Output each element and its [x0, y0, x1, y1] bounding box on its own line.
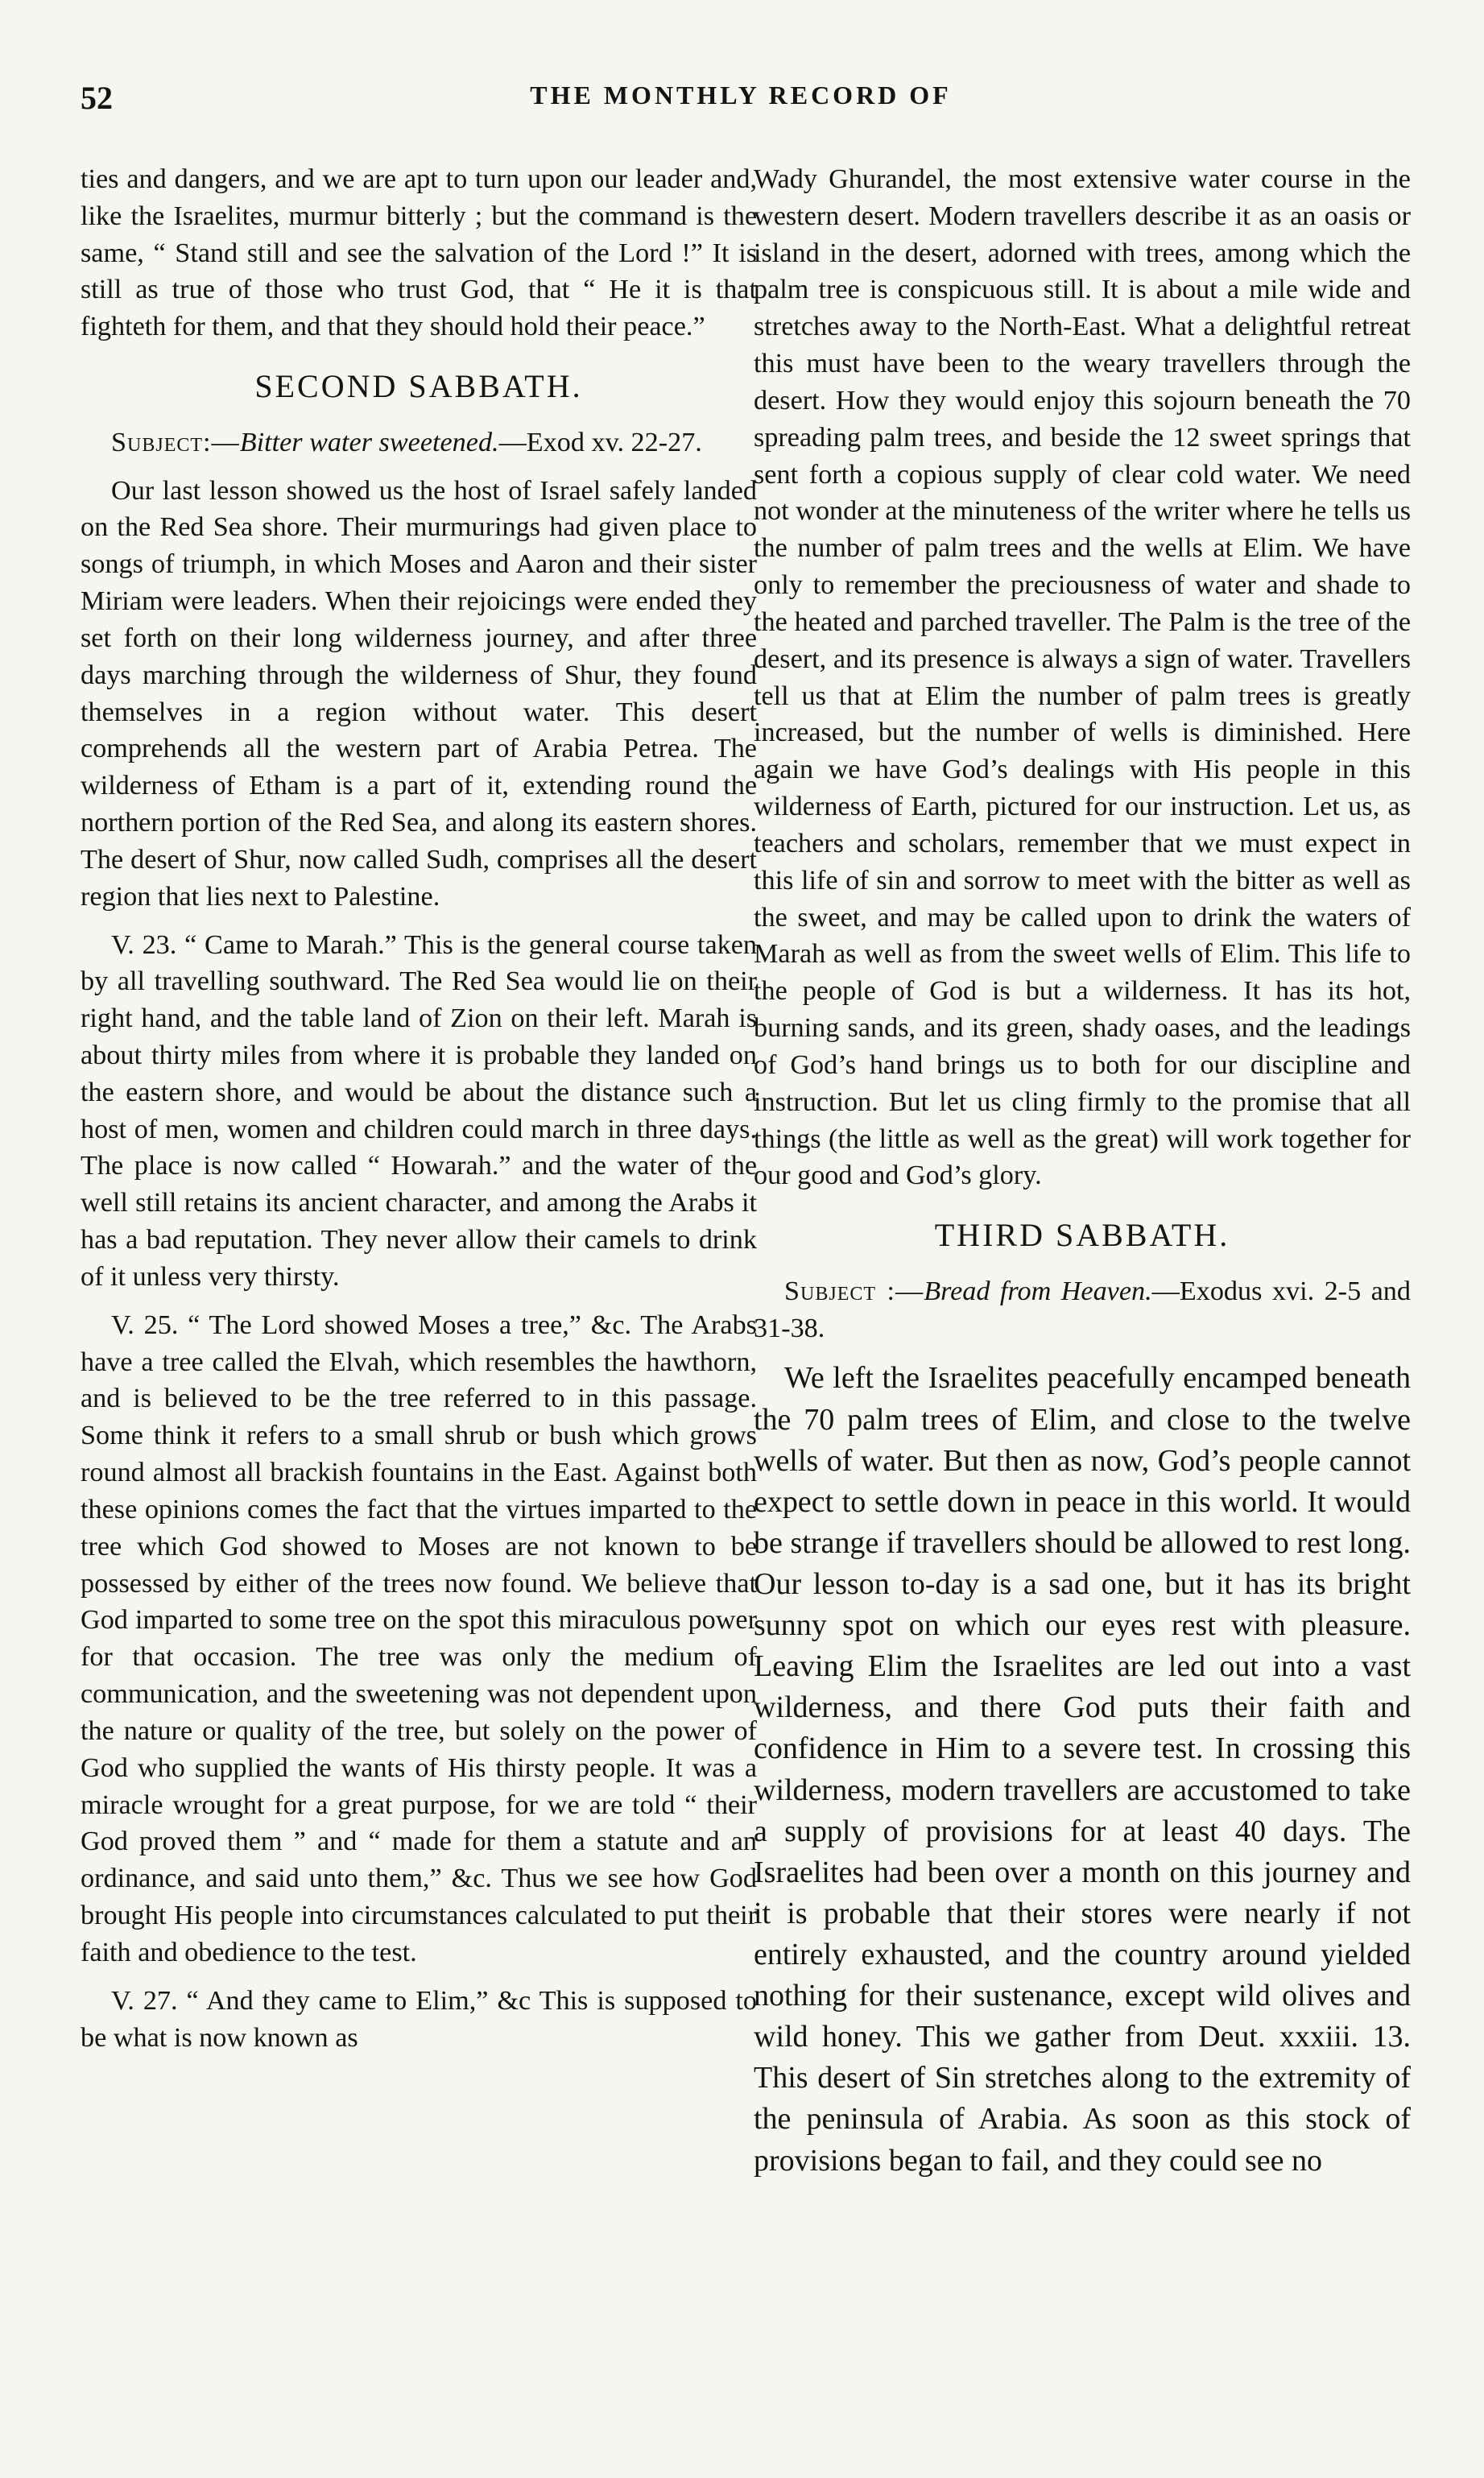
running-title: THE MONTHLY RECORD OF — [530, 81, 952, 110]
section-heading-second-sabbath: SECOND SABBATH. — [254, 368, 583, 405]
subject-label: Subject :— — [784, 1276, 924, 1306]
subject-reference: —Exodus xvi. 2-5 and 31-38. — [754, 1276, 1411, 1343]
right-column — [754, 161, 1411, 2440]
left-column — [81, 161, 757, 2440]
body-paragraph: V. 27. “ And they came to Elim,” &c This is supposed to be what is now known as — [81, 1985, 757, 2053]
subject-reference: —Exod xv. 22-27. — [498, 427, 702, 457]
body-paragraph: V. 25. “ The Lord showed Moses a tree,” &c. The Arabs have a tree called the Elvah, which resembles the hawthorn, and is believed to be the tree referred to in this passage. Some think it refers to a small shrub or bush which grows round almost all brackish fountains in the East. Against both these opinions comes the fact that the virtues imparted to the tree which God showed to Moses are not known to be possessed by either of the trees now found. We believe that God imparted to some tree on the spot this miraculous power for that occasion. The tree was only the medium of communication, and the sweetening was not dependent upon the nature or quality of the tree, but solely on the power of God who supplied the wants of His thirsty people. It was a miracle wrought for a great purpose, for we are told “ their God proved them ” and “ made for them a statute and an ordinance, and said unto them,” &c. Thus we see how God brought His people into circumstances calculated to put their faith and obedience to the test. — [81, 1309, 757, 1967]
page-header — [81, 79, 1401, 127]
section-heading-third-sabbath: THIRD SABBATH. — [934, 1217, 1230, 1254]
body-paragraph: Our last lesson showed us the host of Israel safely landed on the Red Sea shore. Their murmurings had given place to songs of triumph, in which Moses and Aaron and their sister Miriam were leaders. When their rejoicings were ended they set forth on their long wilderness journey, and after three days marching through the wilderness of Shur, they found themselves in a region without water. This desert comprehends all the western part of Arabia Petrea. The wilderness of Etham is a part of it, extending round the northern portion of the Red Sea, and along its eastern shores. The desert of Shur, now called Sudh, comprises all the desert region that lies next to Palestine. — [81, 475, 757, 912]
body-paragraph: Wady Ghurandel, the most extensive water course in the western desert. Modern travellers describe it as an oasis or island in the desert, adorned with trees, among which the palm tree is conspicuous still. It is about a mile wide and stretches away to the North-East. What a delightful retreat this must have been to the weary travellers through the desert. How they would enjoy this sojourn beneath the 70 spreading palm trees, and beside the 12 sweet springs that sent forth a copious supply of clear cold water. We need not wonder at the minuteness of the writer where he tells us the number of palm trees and the wells at Elim. We have only to remember the preciousness of water and shade to the heated and parched traveller. The Palm is the tree of the desert, and its presence is always a sign of water. Travellers tell us that at Elim the number of palm trees is greatly increased, but the number of wells is diminished. Here again we have God’s dealings with His people in this wilderness of Earth, pictured for our instruction. Let us, as teachers and scholars, remember that we must expect in this life of sin and sorrow to meet with the bitter as well as the sweet, and may be called upon to drink the waters of Marah as well as from the sweet wells of Elim. This life to the people of God is but a wilderness. It has its hot, burning sands, and its green, shady oases, and the leadings of God’s hand brings us to both for our discipline and instruction. But let us cling firmly to the promise that all things (the little as well as the great) will work together for our good and God’s glory. — [754, 164, 1411, 1191]
subject-line — [754, 1273, 1411, 1347]
subject-title: Bitter water sweetened. — [239, 427, 499, 457]
subject-line — [81, 424, 757, 461]
body-paragraph: We left the Israelites peacefully encamped beneath the 70 palm trees of Elim, and close to the twelve wells of water. But then as now, God’s people cannot expect to settle down in peace in this world. It would be strange if travellers should be allowed to rest long. Our lesson to-day is a sad one, but it has its bright sunny spot on which our eyes rest with pleasure. Leaving Elim the Israelites are led out into a vast wilderness, and there God puts their faith and confidence in Him to a severe test. In crossing this wilderness, modern travellers are accustomed to take a supply of provisions for at least 40 days. The Israelites had been over a month on this journey and it is probable that their stores were nearly if not entirely exhausted, and the country around yielded nothing for their sustenance, except wild olives and wild honey. This we gather from Deut. xxxiii. 13. This desert of Sin stretches along to the extremity of the peninsula of Arabia. As soon as this stock of provisions began to fail, and they could see no — [754, 1361, 1411, 2178]
body-paragraph: V. 23. “ Came to Marah.” This is the general course taken by all travelling southward. The Red Sea would lie on their right hand, and the table land of Zion on their left. Marah is about thirty miles from where it is probable they landed on the eastern shore, and would be about the distance such a host of men, women and children could march in three days. The place is now called “ Howarah.” and the water of the well still retains its ancient character, and among the Arabs it has a bad reputation. They never allow their camels to drink of it unless very thirsty. — [81, 929, 757, 1292]
page-number: 52 — [81, 80, 113, 116]
subject-title: Bread from Heaven. — [924, 1276, 1152, 1306]
intro-paragraph: ties and dangers, and we are apt to turn upon our leader and, like the Israelites, murmur bitterly ; but the command is the same, “ Stand still and see the salvation of the Lord !” It is still as true of those who trust God, that “ He it is that fighteth for them, and that they should hold their peace.” — [81, 164, 757, 342]
large-text-block — [754, 1358, 1411, 2181]
subject-label: Subject:— — [111, 427, 240, 457]
